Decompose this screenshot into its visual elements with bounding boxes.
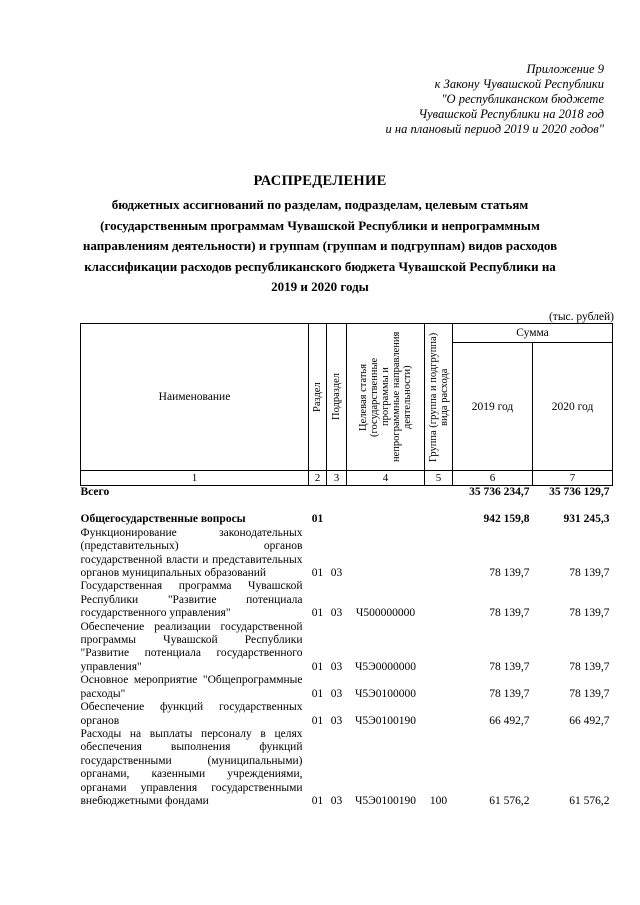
- row-gruppa: [425, 701, 453, 728]
- row-podrazdel: 03: [330, 660, 343, 673]
- row-celevaya: [347, 527, 425, 581]
- column-number: 6: [453, 471, 533, 486]
- row-gruppa: [425, 486, 453, 500]
- row-celevaya: Ч5Э0100190: [354, 794, 417, 807]
- row-gruppa: [425, 527, 453, 581]
- table-row: [81, 486, 613, 500]
- header-summa: Сумма: [453, 324, 613, 343]
- row-name: Общегосударственные вопросы: [80, 513, 246, 526]
- row-podrazdel: [327, 513, 347, 526]
- document-subtitle: бюджетных ассигнований по разделам, подразделам, целевым статьям (государственным программам Чувашской Республики и непрограммным направлениям деятельности) и группам (группам и подгруппам) видов расходов классификации расходов республиканского бюджета Чувашской Республики на 2019 и 2020 годы: [82, 197, 558, 294]
- row-sum-2020: 78 139,7: [569, 567, 610, 580]
- header-2020: 2020 год: [533, 343, 613, 471]
- row-razdel: 01: [311, 607, 324, 620]
- row-sum-2020: 35 736 129,7: [549, 486, 610, 498]
- row-gruppa: [425, 621, 453, 675]
- row-gruppa: [425, 513, 453, 526]
- column-number: 4: [347, 471, 425, 486]
- row-sum-2019: 78 139,7: [489, 687, 530, 700]
- row-name: Всего: [80, 486, 110, 498]
- column-number-row: [81, 471, 613, 486]
- row-razdel: [309, 486, 327, 500]
- row-name: Обеспечение функций государственных органов: [80, 701, 303, 727]
- row-celevaya: [347, 513, 425, 526]
- table-row: [81, 728, 613, 808]
- row-sum-2019: 66 492,7: [489, 714, 530, 727]
- row-sum-2020: 78 139,7: [569, 660, 610, 673]
- appendix-line: к Закону Чувашской Республики: [434, 77, 604, 91]
- units-label: (тыс. рублей): [548, 311, 614, 323]
- row-gruppa: 100: [429, 794, 448, 807]
- row-name: Государственная программа Чувашской Республики "Развитие потенциала государственного управления": [80, 580, 303, 620]
- row-name: Расходы на выплаты персоналу в целях обеспечения выполнения функций государственными (муниципальными) органами, казенными учреждениями, органами управления государственными внебюджетными фондами: [80, 727, 303, 807]
- row-celevaya: Ч5Э0100190: [354, 714, 417, 727]
- appendix-line: Чувашской Республики на 2018 год: [418, 107, 604, 121]
- row-sum-2019: 78 139,7: [489, 567, 530, 580]
- row-sum-2019: 78 139,7: [489, 607, 530, 620]
- row-razdel: 01: [311, 687, 324, 700]
- row-gruppa: [425, 674, 453, 701]
- row-sum-2020: 78 139,7: [569, 687, 610, 700]
- row-sum-2019: 61 576,2: [489, 794, 530, 807]
- row-podrazdel: 03: [330, 687, 343, 700]
- row-sum-2020: 78 139,7: [569, 607, 610, 620]
- row-gruppa: [425, 580, 453, 620]
- appendix-line: и на плановый период 2019 и 2020 годов": [385, 122, 604, 136]
- row-sum-2020: 66 492,7: [569, 714, 610, 727]
- header-gruppa: Группа (группа и подгруппа) вида расхода: [425, 324, 453, 471]
- header-2019: 2019 год: [453, 343, 533, 471]
- table-body: [81, 486, 613, 809]
- row-podrazdel: [327, 486, 347, 500]
- row-sum-2020: 61 576,2: [569, 794, 610, 807]
- row-razdel: 01: [311, 660, 324, 673]
- row-celevaya: Ч5Э0000000: [354, 660, 417, 673]
- header-razdel: Раздел: [309, 324, 327, 471]
- row-razdel: 01: [311, 513, 324, 526]
- row-name: Функционирование законодательных (представительных) органов государственной власти и представительных органов муниципальных образований: [80, 526, 303, 580]
- row-celevaya: Ч5Э0100000: [354, 687, 417, 700]
- column-number: 7: [533, 471, 613, 486]
- column-number: 2: [309, 471, 327, 486]
- column-number: 5: [425, 471, 453, 486]
- row-sum-2019: 35 736 234,7: [469, 486, 530, 498]
- budget-table: [80, 323, 613, 808]
- column-number: 3: [327, 471, 347, 486]
- appendix-line: Приложение 9: [526, 62, 604, 76]
- row-sum-2019: 942 159,8: [483, 513, 530, 526]
- table-row: [81, 527, 613, 581]
- row-name: Обеспечение реализации государственной программы Чувашской Республики "Развитие потенциала государственного управления": [80, 620, 303, 673]
- header-name: Наименование: [81, 324, 309, 471]
- row-podrazdel: 03: [330, 607, 343, 620]
- row-podrazdel: 03: [330, 794, 343, 807]
- column-number: 1: [81, 471, 309, 486]
- spacer-row: [81, 499, 613, 513]
- row-razdel: 01: [311, 714, 324, 727]
- row-sum-2019: 78 139,7: [489, 660, 530, 673]
- appendix-block: [304, 62, 604, 137]
- table-row: [81, 701, 613, 728]
- row-razdel: 01: [311, 794, 324, 807]
- row-name: Основное мероприятие "Общепрограммные расходы": [80, 674, 303, 700]
- document-title: РАСПРЕДЕЛЕНИЕ: [253, 173, 387, 189]
- table-row: [81, 513, 613, 526]
- table-row: [81, 674, 613, 701]
- row-sum-2020: 931 245,3: [563, 513, 610, 526]
- table-row: [81, 621, 613, 675]
- row-celevaya: [347, 486, 425, 500]
- row-podrazdel: 03: [330, 567, 343, 580]
- row-razdel: 01: [311, 567, 324, 580]
- header-podrazdel: Подраздел: [327, 324, 347, 471]
- row-celevaya: Ч500000000: [355, 607, 416, 620]
- header-celevaya: Целевая статья (государственные программы и непрограммные направления деятельности): [347, 324, 425, 471]
- table-row: [81, 580, 613, 620]
- row-podrazdel: 03: [330, 714, 343, 727]
- appendix-line: "О республиканском бюджете: [441, 92, 604, 106]
